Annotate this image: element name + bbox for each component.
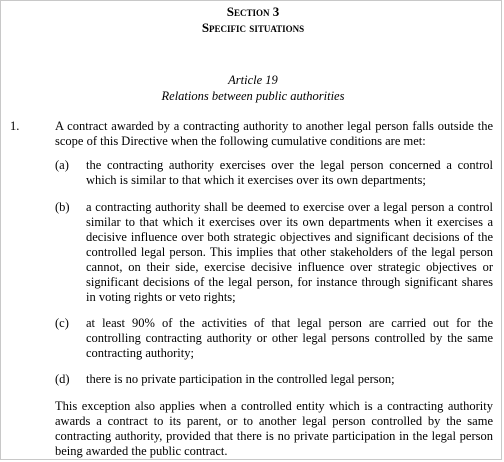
article-number: Article 19 <box>228 73 278 87</box>
condition-label: (a) <box>55 158 69 172</box>
condition-text: at least 90% of the activities of that legal person are carried out for the controlling contracting authority or other legal persons controlled by the same contracting authority; <box>86 316 493 360</box>
article-title: Relations between public authorities <box>161 89 345 103</box>
condition-text: a contracting authority shall be deemed to exercise over a legal person a control similar to that which it exercises over its own departments when it exercises a decisive influence over both strategic objectives and significant decisions of the controlled legal person. This implies that other stakeholders of the legal person cannot, on their side, exercise decisive influence over strategic objectives or significant decisions of the legal person, for instance through significant shares in voting rights or veto rights; <box>86 200 493 304</box>
condition-label: (d) <box>55 372 70 386</box>
section-title: Specific situations <box>201 20 305 35</box>
condition-text: the contracting authority exercises over the legal person concerned a control which is similar to that which it exercises over its own departments; <box>86 158 493 187</box>
paragraph-intro: A contract awarded by a contracting authority to another legal person falls outside the scope of this Directive when the following cumulative conditions are met: <box>55 119 493 148</box>
condition-text: there is no private participation in the controlled legal person; <box>86 372 395 386</box>
condition-label: (b) <box>55 200 70 214</box>
section-number: Section 3 <box>226 4 280 19</box>
paragraph-number: 1. <box>10 119 20 133</box>
paragraph-exception: This exception also applies when a controlled entity which is a contracting authority awards a contract to its parent, or to another legal person controlled by the same contracting authority, provided that there is no private participation in the legal person being awarded the public contract. <box>55 399 493 458</box>
condition-label: (c) <box>55 316 69 330</box>
